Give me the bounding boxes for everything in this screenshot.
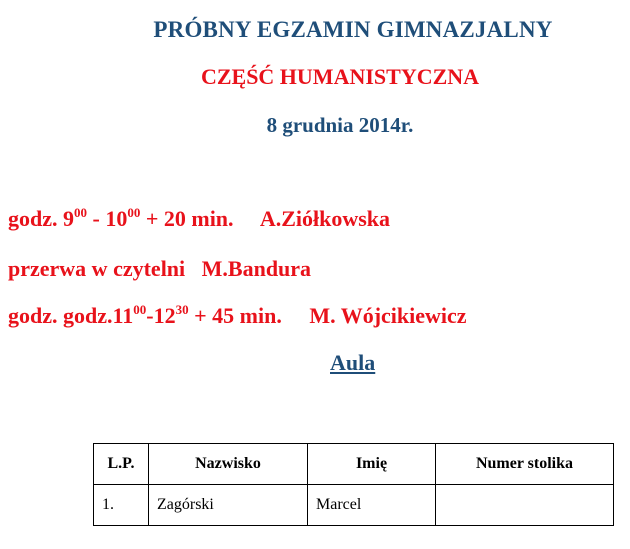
table-row [94,485,614,526]
column-header-surname: Nazwisko [149,444,308,485]
exam-date: 8 grudnia 2014r. [266,113,414,137]
students-table [93,443,614,526]
cell-desk-number [436,485,614,526]
schedule-line-3-mid: -12 [146,303,176,328]
column-header-name: Imię [308,444,436,485]
exam-subtitle: CZĘŚĆ HUMANISTYCZNA [200,64,480,89]
cell-surname: Zagórski [149,485,308,526]
room-name: Aula [330,350,376,375]
schedule-line-3-sup2: 30 [175,302,189,317]
schedule-line-2: przerwa w czytelni M.Bandura [8,256,312,281]
schedule-line-1 [8,206,390,232]
cell-name: Marcel [308,485,436,526]
schedule-line-1-sup1: 00 [74,205,87,220]
exam-title: PRÓBNY EGZAMIN GIMNAZJALNY [153,17,553,42]
schedule-line-3-prefix: godz. godz.11 [8,303,134,328]
schedule-line-1-prefix: godz. 9 [8,206,74,231]
schedule-line-3-sup1: 00 [133,302,147,317]
schedule-line-1-sup2: 00 [127,205,141,220]
schedule-line-1-suffix: + 20 min. A.Ziółkowska [140,206,391,231]
column-header-desk-number: Numer stolika [436,444,614,485]
cell-lp: 1. [94,485,149,526]
schedule-line-3-suffix: + 45 min. M. Wójcikiewicz [188,303,467,328]
schedule-line-1-mid: - 10 [87,206,128,231]
table-header-row [94,444,614,485]
schedule-line-3 [8,303,467,329]
column-header-lp: L.P. [94,444,149,485]
